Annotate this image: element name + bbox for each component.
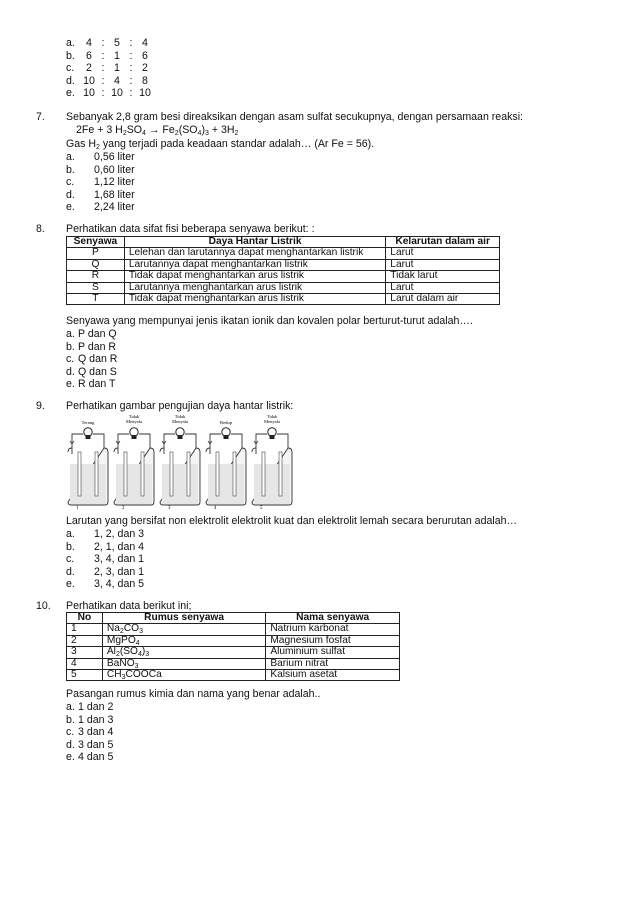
option-text: 1 dan 3 — [78, 713, 114, 726]
table-cell: P — [67, 248, 125, 259]
q7-number: 7. — [36, 111, 45, 123]
formula-part: (SO — [119, 646, 138, 658]
row-number: 1 — [67, 624, 103, 635]
option-letter: c. — [66, 176, 75, 188]
table-cell: Tidak dapat menghantarkan arus listrik — [124, 271, 385, 282]
table-cell: T — [67, 294, 125, 305]
answer-option[interactable] — [66, 164, 135, 177]
q7-equation: 2Fe + 3 $H_2SO_4 \to Fe_2(SO_4)_3 + 3H_2$ — [76, 124, 239, 137]
answer-option[interactable] — [66, 366, 117, 379]
option-letter: d. — [66, 565, 75, 578]
option-letter: d. — [66, 738, 75, 751]
option-text: 3, 4, dan 1 — [94, 553, 145, 565]
ratio-option — [66, 62, 152, 75]
option-text: 4 dan 5 — [78, 751, 114, 763]
option-letter: a. — [66, 701, 75, 713]
apparatus-number: 5 — [260, 506, 263, 510]
table-header: Nama senyawa — [266, 613, 400, 624]
chemical-formula — [102, 670, 265, 681]
table-row — [67, 624, 400, 635]
option-text: P dan R — [78, 340, 117, 353]
q8-table — [66, 236, 500, 305]
chemical-formula — [102, 658, 265, 669]
option-letter: e. — [66, 378, 75, 390]
compound-name: Kalsium asetat — [266, 670, 400, 681]
formula-part: 2 — [115, 651, 120, 659]
option-text: 0,60 liter — [94, 163, 135, 176]
answer-option[interactable] — [66, 739, 113, 752]
answer-option[interactable] — [66, 701, 113, 714]
apparatus-label: Tidak Menyala — [263, 414, 281, 424]
formula-part: BaNO — [106, 657, 135, 669]
formula-part: CO — [123, 623, 140, 635]
answer-option[interactable] — [66, 378, 117, 391]
answer-option[interactable] — [66, 751, 113, 764]
ratio-value: 2 — [142, 62, 148, 74]
row-number: 5 — [67, 670, 103, 681]
q10-text: Perhatikan data berikut ini; — [66, 600, 192, 612]
ratio-value: 4 — [86, 37, 92, 49]
option-text: 1 dan 2 — [78, 701, 114, 713]
compound-name: Natrium karbonat — [266, 624, 400, 635]
table-row — [67, 670, 400, 681]
table-header: Rumus senyawa — [102, 613, 265, 624]
apparatus-5 — [252, 414, 292, 510]
option-letter: a. — [66, 528, 75, 540]
option-text: 3 dan 5 — [78, 738, 114, 751]
q9-text2: Larutan yang bersifat non elektrolit elektrolit kuat dan elektrolit lemah secara berurutan adalah… — [66, 515, 518, 527]
compound-name: Barium nitrat — [266, 658, 400, 669]
option-text: Q dan R — [78, 353, 118, 365]
option-letter: a. — [66, 37, 75, 49]
q7-text: Sebanyak 2,8 gram besi direaksikan dengan asam sulfat secukupnya, dengan persamaan reaksi: — [66, 111, 523, 123]
ratio-options — [66, 37, 152, 100]
table-cell: Larut dalam air — [386, 294, 500, 305]
table-cell: Tidak dapat menghantarkan arus listrik — [124, 294, 385, 305]
answer-option[interactable] — [66, 714, 113, 727]
ratio-option — [66, 50, 152, 63]
option-letter: a. — [66, 328, 75, 340]
option-letter: c. — [66, 553, 75, 565]
chemical-formula — [102, 635, 265, 646]
answer-option[interactable] — [66, 341, 117, 354]
ratio-colon: : — [129, 49, 133, 62]
table-cell: S — [67, 282, 125, 293]
ratio-value: 4 — [142, 37, 148, 49]
answer-option[interactable] — [66, 578, 144, 591]
ratio-value: 4 — [114, 74, 120, 87]
table-cell: Q — [67, 259, 125, 270]
table-cell: R — [67, 271, 125, 282]
q9-text: Perhatikan gambar pengujian daya hantar listrik: — [66, 400, 294, 412]
formula-part: CH — [106, 669, 122, 681]
formula-part: 3 — [121, 674, 126, 682]
table-cell: Lelehan dan larutannya dapat menghantarkan listrik — [124, 248, 385, 259]
answer-option[interactable] — [66, 189, 135, 202]
ratio-value: 10 — [111, 87, 123, 99]
row-number: 4 — [67, 658, 103, 669]
apparatus-1 — [68, 420, 108, 510]
option-text: 2,24 liter — [94, 201, 135, 213]
option-letter: c. — [66, 726, 75, 738]
q10-table — [66, 612, 400, 681]
table-header: No — [67, 613, 103, 624]
table-row — [67, 658, 400, 669]
q10-text2: Pasangan rumus kimia dan nama yang benar adalah.. — [66, 688, 321, 700]
q8-options — [66, 328, 117, 391]
option-text: 0,56 liter — [94, 151, 135, 163]
answer-option[interactable] — [66, 528, 144, 541]
table-row — [67, 294, 500, 305]
answer-option[interactable] — [66, 541, 144, 554]
apparatus-number: 2 — [122, 506, 125, 510]
table-header: Daya Hantar Listrik — [124, 237, 385, 248]
ratio-colon: : — [101, 87, 105, 99]
answer-option[interactable] — [66, 328, 117, 341]
option-letter: c. — [66, 353, 75, 365]
option-text: 1, 2, dan 3 — [94, 528, 145, 540]
q9-options — [66, 528, 144, 591]
option-text: 1,68 liter — [94, 188, 135, 201]
option-letter: b. — [66, 340, 75, 353]
answer-option[interactable] — [66, 726, 113, 739]
option-letter: e. — [66, 87, 75, 99]
table-cell: Larutannya dapat menghantarkan listrik — [124, 259, 385, 270]
table-row — [67, 282, 500, 293]
option-text: R dan T — [78, 378, 116, 390]
ratio-value: 8 — [142, 74, 148, 87]
q7-text2: Gas $H_2$ yang terjadi pada keadaan standar adalah… (Ar Fe = 56). — [66, 138, 375, 151]
ratio-value: 5 — [114, 37, 120, 49]
option-letter: c. — [66, 62, 75, 74]
ratio-colon: : — [129, 37, 133, 49]
ratio-value: 6 — [142, 49, 148, 62]
chemical-formula — [102, 647, 265, 658]
option-text: 3, 4, dan 5 — [94, 578, 145, 590]
formula-part: Na — [106, 623, 120, 635]
option-letter: e. — [66, 201, 75, 213]
option-text: Q dan S — [78, 365, 117, 378]
apparatus-2 — [114, 414, 154, 510]
ratio-value: 6 — [86, 49, 92, 62]
ratio-value: 2 — [86, 62, 92, 74]
conductivity-apparatus-figure — [62, 414, 304, 510]
table-cell: Larut — [386, 248, 500, 259]
apparatus-label: Tidak Menyala — [171, 414, 189, 424]
q8-text: Perhatikan data sifat fisi beberapa senyawa berikut: : — [66, 223, 315, 235]
answer-option[interactable] — [66, 151, 135, 164]
table-row — [67, 271, 500, 282]
q9-number: 9. — [36, 400, 45, 412]
formula-part: ) — [141, 646, 146, 658]
formula-part: 2 — [119, 628, 124, 636]
ratio-colon: : — [101, 62, 105, 74]
apparatus-number: 3 — [168, 506, 171, 510]
q8-number: 8. — [36, 223, 45, 235]
table-row — [67, 259, 500, 270]
table-cell: Larutannya menghantarkan arus listrik — [124, 282, 385, 293]
option-text: 3 dan 4 — [78, 726, 114, 738]
chemical-formula — [102, 624, 265, 635]
option-text: 2, 3, dan 1 — [94, 565, 145, 578]
compound-name: Aluminium sulfat — [266, 647, 400, 658]
ratio-value: 10 — [139, 87, 151, 99]
answer-option[interactable] — [66, 176, 135, 189]
q10-options — [66, 701, 113, 764]
apparatus-number: 4 — [214, 506, 217, 510]
answer-option[interactable] — [66, 553, 144, 566]
formula-part: 3 — [139, 628, 144, 636]
option-letter: b. — [66, 540, 75, 553]
ratio-value: 10 — [83, 74, 95, 87]
q7-options — [66, 151, 135, 214]
answer-option[interactable] — [66, 201, 135, 214]
apparatus-4 — [206, 420, 246, 510]
option-letter: d. — [66, 188, 75, 201]
option-text: P dan Q — [78, 328, 117, 340]
ratio-colon: : — [101, 37, 105, 49]
table-row — [67, 647, 400, 658]
option-letter: d. — [66, 365, 75, 378]
ratio-value: 10 — [83, 87, 95, 99]
table-row — [67, 248, 500, 259]
formula-part: Al — [106, 646, 116, 658]
ratio-value: 1 — [114, 62, 120, 74]
ratio-colon: : — [129, 87, 133, 99]
ratio-option — [66, 87, 152, 100]
ratio-option — [66, 37, 152, 50]
formula-part: 3 — [145, 651, 150, 659]
apparatus-label: Tidak Menyala — [125, 414, 143, 424]
row-number: 2 — [67, 635, 103, 646]
q8-text2: Senyawa yang mempunyai jenis ikatan ionik dan kovalen polar berturut-turut adalah…. — [66, 315, 473, 327]
apparatus-number: 1 — [76, 506, 79, 510]
table-cell: Tidak larut — [386, 271, 500, 282]
formula-part: 4 — [137, 651, 142, 659]
formula-part: COOCa — [125, 669, 162, 681]
apparatus-label: Terang — [81, 420, 95, 425]
option-text: 2, 1, dan 4 — [94, 540, 145, 553]
q10-number: 10. — [36, 600, 51, 612]
option-letter: e. — [66, 751, 75, 763]
option-letter: b. — [66, 49, 75, 62]
ratio-value: 1 — [114, 49, 120, 62]
formula-part: 3 — [134, 662, 139, 670]
option-letter: b. — [66, 713, 75, 726]
table-row — [67, 635, 400, 646]
answer-option[interactable] — [66, 353, 117, 366]
ratio-option — [66, 75, 152, 88]
compound-name: Magnesium fosfat — [266, 635, 400, 646]
ratio-colon: : — [129, 74, 133, 87]
ratio-colon: : — [101, 49, 105, 62]
table-header: Kelarutan dalam air — [386, 237, 500, 248]
formula-part: 4 — [135, 639, 140, 647]
apparatus-label: Redup — [220, 420, 232, 425]
formula-part: MgPO — [106, 634, 136, 646]
option-letter: d. — [66, 74, 75, 87]
ratio-colon: : — [129, 62, 133, 74]
option-letter: b. — [66, 163, 75, 176]
table-cell: Larut — [386, 259, 500, 270]
table-header: Senyawa — [67, 237, 125, 248]
row-number: 3 — [67, 647, 103, 658]
answer-option[interactable] — [66, 566, 144, 579]
apparatus-3 — [160, 414, 200, 510]
ratio-colon: : — [101, 74, 105, 87]
option-letter: a. — [66, 151, 75, 163]
table-cell: Larut — [386, 282, 500, 293]
option-letter: e. — [66, 578, 75, 590]
option-text: 1,12 liter — [94, 176, 135, 188]
